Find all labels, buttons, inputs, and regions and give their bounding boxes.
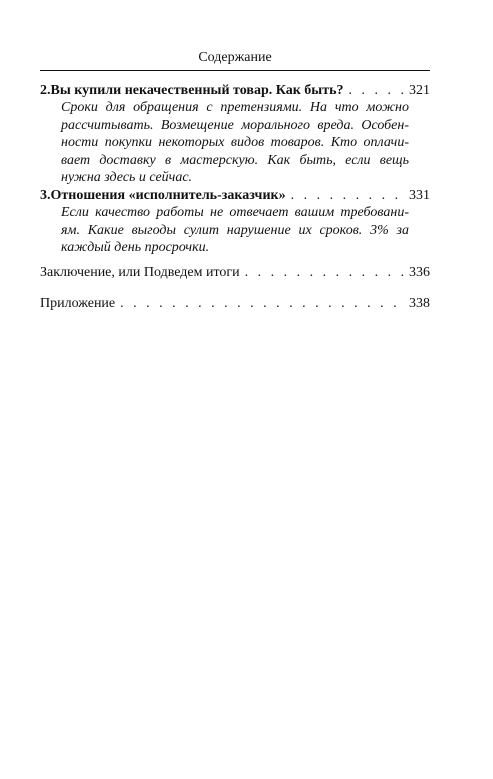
toc-entry-heading (40, 264, 430, 281)
toc-entry-description (61, 204, 409, 257)
dot-leader (348, 82, 407, 99)
description-line: каждый день просрочки. (61, 240, 210, 255)
toc-page-number: 336 (409, 265, 430, 280)
toc-entry-description (61, 99, 409, 187)
toc-entry-2[interactable] (40, 82, 430, 187)
toc-entry-appendix[interactable] (40, 295, 430, 312)
toc-entry-number: 3. (40, 188, 51, 203)
description-line: ям. Какие выгоды сулит нарушение их сроков. 3% за (61, 222, 409, 238)
toc-page-number: 331 (409, 188, 430, 203)
description-line: ности покупки некоторых видов товаров. Кто оплачи- (61, 135, 409, 150)
toc-entry-title: Приложение (40, 296, 116, 311)
toc-entry-3[interactable] (40, 187, 430, 257)
description-line: Если качество работы не отвечает вашим требовани- (61, 205, 409, 220)
toc-entry-title: Заключение, или Подведем итоги (40, 265, 240, 280)
description-line: Сроки для обращения с претензиями. На что можно (61, 100, 409, 115)
dot-leader (291, 187, 407, 204)
description-line: вает доставку в мастерскую. Как быть, если вещь (61, 152, 409, 168)
dot-leader (245, 264, 407, 281)
description-line: нужна здесь и сейчас. (61, 170, 193, 185)
toc-entry-title: Вы купили некачественный товар. Как быть? (50, 83, 344, 98)
dot-leader (120, 295, 407, 312)
toc-entry-title: Отношения «исполнитель-заказчик» (50, 188, 286, 203)
running-header: Содержание (198, 50, 272, 65)
description-line: рассчитывать. Возмещение морального вреда. Особен- (61, 117, 409, 133)
toc-page-number: 338 (409, 296, 430, 311)
toc-entry-heading (40, 82, 430, 99)
toc-entry-heading (40, 187, 430, 204)
toc-entry-conclusion[interactable] (40, 264, 430, 281)
toc-entry-number: 2. (40, 83, 51, 98)
toc-page-number: 321 (409, 83, 430, 98)
header-rule (40, 70, 430, 71)
toc-entry-heading (40, 295, 430, 312)
